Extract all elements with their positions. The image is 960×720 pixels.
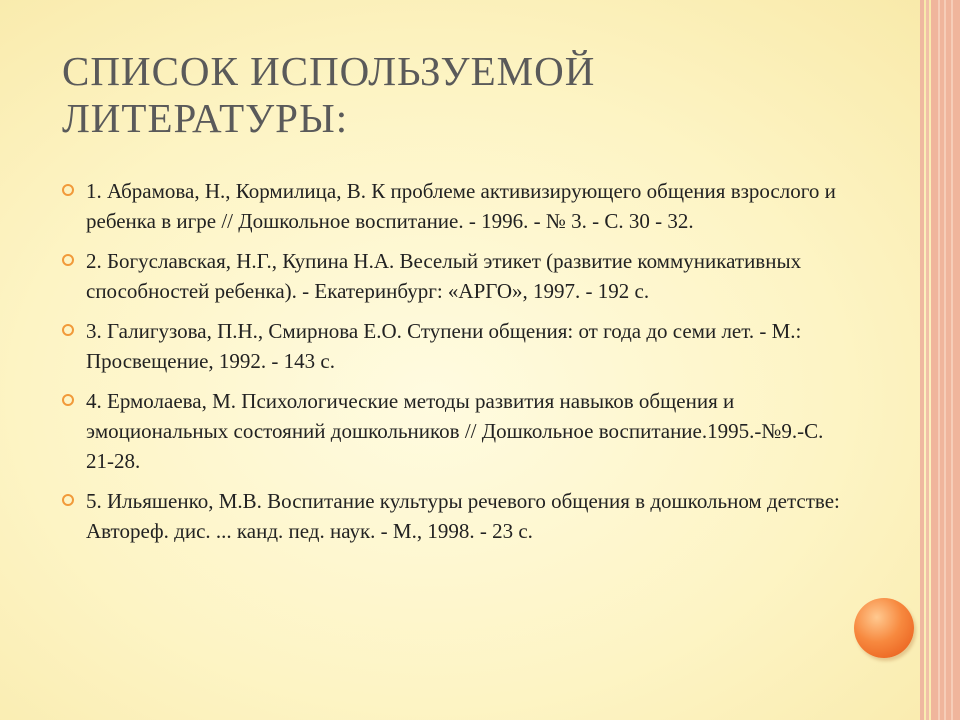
decorative-orb-icon xyxy=(854,598,914,658)
circle-bullet-icon xyxy=(62,184,74,196)
circle-bullet-icon xyxy=(62,394,74,406)
circle-bullet-icon xyxy=(62,254,74,266)
circle-bullet-icon xyxy=(62,494,74,506)
reference-text: 1. Абрамова, Н., Кормилица, В. К проблеме активизирующего общения взрослого и ребенка в игре // Дошкольное воспитание. - 1996. - № 3. - С. 30 - 32. xyxy=(86,179,836,233)
reference-text: 2. Богуславская, Н.Г., Купина Н.А. Веселый этикет (развитие коммуникативных способностей ребенка). - Екатеринбург: «АРГО», 1997. - 192 с. xyxy=(86,249,802,303)
reference-list xyxy=(62,176,842,556)
decorative-stripes xyxy=(920,0,960,720)
reference-text: 4. Ермолаева, М. Психологические методы развития навыков общения и эмоциональных состояний дошкольников // Дошкольное воспитание.1995.-№9.-С. 21-28. xyxy=(86,389,824,473)
reference-text: 5. Ильяшенко, М.В. Воспитание культуры речевого общения в дошкольном детстве: Автореф. дис. ... канд. пед. наук. - М., 1998. - 23 с. xyxy=(86,489,840,543)
reference-item xyxy=(62,246,842,306)
reference-item xyxy=(62,486,842,546)
reference-item xyxy=(62,176,842,236)
stripe xyxy=(926,0,929,720)
stripe xyxy=(951,0,953,720)
reference-item xyxy=(62,386,842,476)
stripe xyxy=(944,0,946,720)
stripe xyxy=(938,0,940,720)
slide-title: СПИСОК ИСПОЛЬЗУЕМОЙ ЛИТЕРАТУРЫ: xyxy=(62,48,596,141)
circle-bullet-icon xyxy=(62,324,74,336)
reference-item xyxy=(62,316,842,376)
reference-text: 3. Галигузова, П.Н., Смирнова Е.О. Ступени общения: от года до семи лет. - М.: Просвещение, 1992. - 143 с. xyxy=(86,319,802,373)
stripe xyxy=(920,0,924,720)
